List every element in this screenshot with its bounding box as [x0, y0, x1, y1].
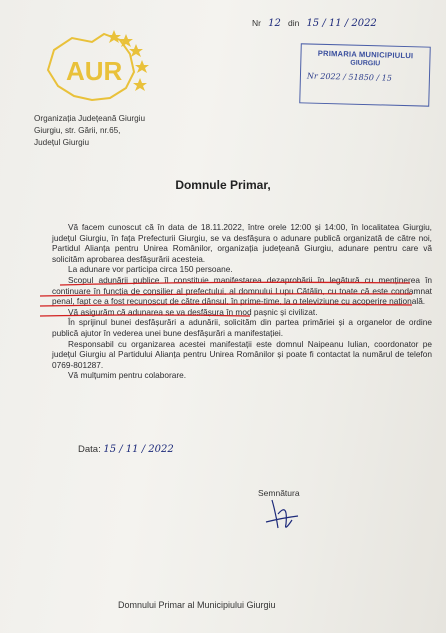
- handwritten-signature: [258, 494, 308, 534]
- registration-date: 15 / 11 / 2022: [306, 18, 377, 29]
- aur-logo: [34, 20, 154, 112]
- org-line: Organizația Județeană Giurgiu: [34, 114, 146, 123]
- logo-text: AUR: [66, 56, 123, 86]
- org-line: Județul Giurgiu: [34, 138, 90, 147]
- salutation: Domnule Primar,: [175, 178, 271, 192]
- paragraph: Vă mulțumim pentru colaborare.: [68, 370, 187, 381]
- din-label: din: [287, 18, 300, 28]
- nr-label: Nr: [252, 18, 261, 28]
- paragraph: Vă facem cunoscut că în data de 18.11.2022, între orele 12:00 și 14:00, în localitatea Giurgiu, județul Giurgiu, în fața Prefecturii Giurgiu, se va desfășura o adunare publică organizată de către noi, Partidul Alianța pentru Unirea Românilor, organizația județeană Giurgiu, adunare pentru care vă solicităm aprobarea desfășurării acesteia.: [52, 222, 432, 264]
- paragraph: În sprijinul bunei desfășurări a adunării, solicităm din partea primăriei și a organelor de ordine publică ajutor în vederea unei bune desfășurări a manifestației.: [52, 317, 432, 338]
- letter-body: [52, 222, 432, 381]
- paragraph: Responsabil cu organizarea acestei manifestații este domnul Naipeanu Iulian, coordonator pe județul Giurgiu al Partidului Alianța pentru Unirea Românilor și poate fi contactat la numărul de telefon 0769-801287.: [52, 338, 432, 370]
- paragraph-underlined: Scopul adunării publice îl constituie manifestarea dezaprobării în legătură cu menținerea în continuare în funcția de consilier al prefectului, al domnului Lupu Cătălin, cu toate că este condamnat penal, fapt ce a fost recunoscut de către dânsul, în prime-time, la o televiziune cu acoperire națională.: [52, 274, 432, 307]
- paragraph: Vă asigurăm că adunarea se va desfășura în mod pașnic și civilizat.: [68, 306, 318, 317]
- recipient-footer: Domnului Primar al Municipiului Giurgiu: [118, 600, 276, 610]
- stamp-line-2: GIURGIU: [350, 59, 381, 68]
- stamp-line-3: Nr 2022 / 51850 / 15: [306, 71, 392, 83]
- paragraph: La adunare vor participa circa 150 persoane.: [68, 264, 233, 275]
- date-block: [78, 444, 174, 455]
- stamp-line-1: PRIMARIA MUNICIPIULUI: [317, 48, 414, 61]
- signature-label: Semnătura: [258, 488, 300, 498]
- org-line: Giurgiu, str. Gării, nr.65,: [34, 126, 121, 135]
- registration-number: [252, 18, 377, 29]
- nr-value: 12: [268, 18, 281, 29]
- date-label: Data:: [78, 444, 101, 455]
- date-value: 15 / 11 / 2022: [103, 444, 174, 455]
- organization-address: [34, 113, 145, 149]
- registry-stamp: [299, 43, 431, 106]
